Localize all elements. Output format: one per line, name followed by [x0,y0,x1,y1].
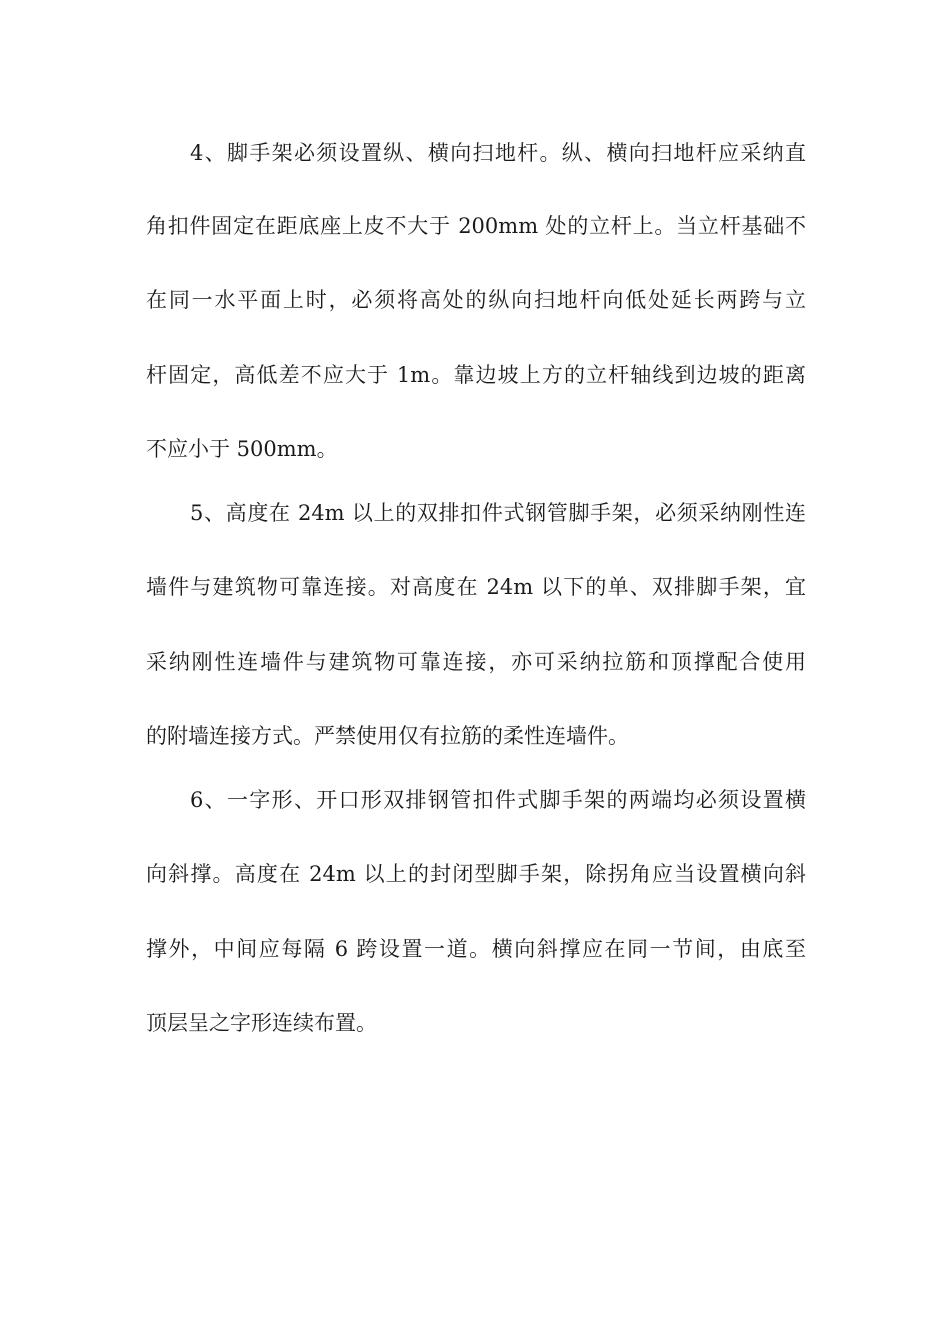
paragraph-5-line-1: 5、高度在 24m 以上的双排扣件式钢管脚手架，必须采纳刚性连 [190,501,806,525]
paragraph-6-line-1: 6、一字形、开口形双排钢管扣件式脚手架的两端均必须设置横 [190,788,806,812]
paragraph-4-line-1: 4、脚手架必须设置纵、横向扫地杆。纵、横向扫地杆应采纳直 [190,141,806,165]
paragraph-4-line-4: 杆固定，高低差不应大于 1m。靠边坡上方的立杆轴线到边坡的距离 [146,363,806,387]
paragraph-5-line-4: 的附墙连接方式。严禁使用仅有拉筋的柔性连墙件。 [146,724,629,748]
paragraph-6-line-4: 顶层呈之字形连续布置。 [146,1011,377,1035]
paragraph-6-line-2: 向斜撑。高度在 24m 以上的封闭型脚手架，除拐角应当设置横向斜 [146,862,806,886]
paragraph-4-line-5: 不应小于 500mm。 [146,437,338,461]
paragraph-6-line-3: 撑外，中间应每隔 6 跨设置一道。横向斜撑应在同一节间，由底至 [146,937,806,961]
paragraph-5-line-2: 墙件与建筑物可靠连接。对高度在 24m 以下的单、双排脚手架，宜 [146,575,806,599]
paragraph-5-line-3: 采纳刚性连墙件与建筑物可靠连接，亦可采纳拉筋和顶撑配合使用 [146,650,806,674]
paragraph-4-line-2: 角扣件固定在距底座上皮不大于 200mm 处的立杆上。当立杆基础不 [146,214,806,238]
paragraph-4-line-3: 在同一水平面上时，必须将高处的纵向扫地杆向低处延长两跨与立 [146,288,806,312]
